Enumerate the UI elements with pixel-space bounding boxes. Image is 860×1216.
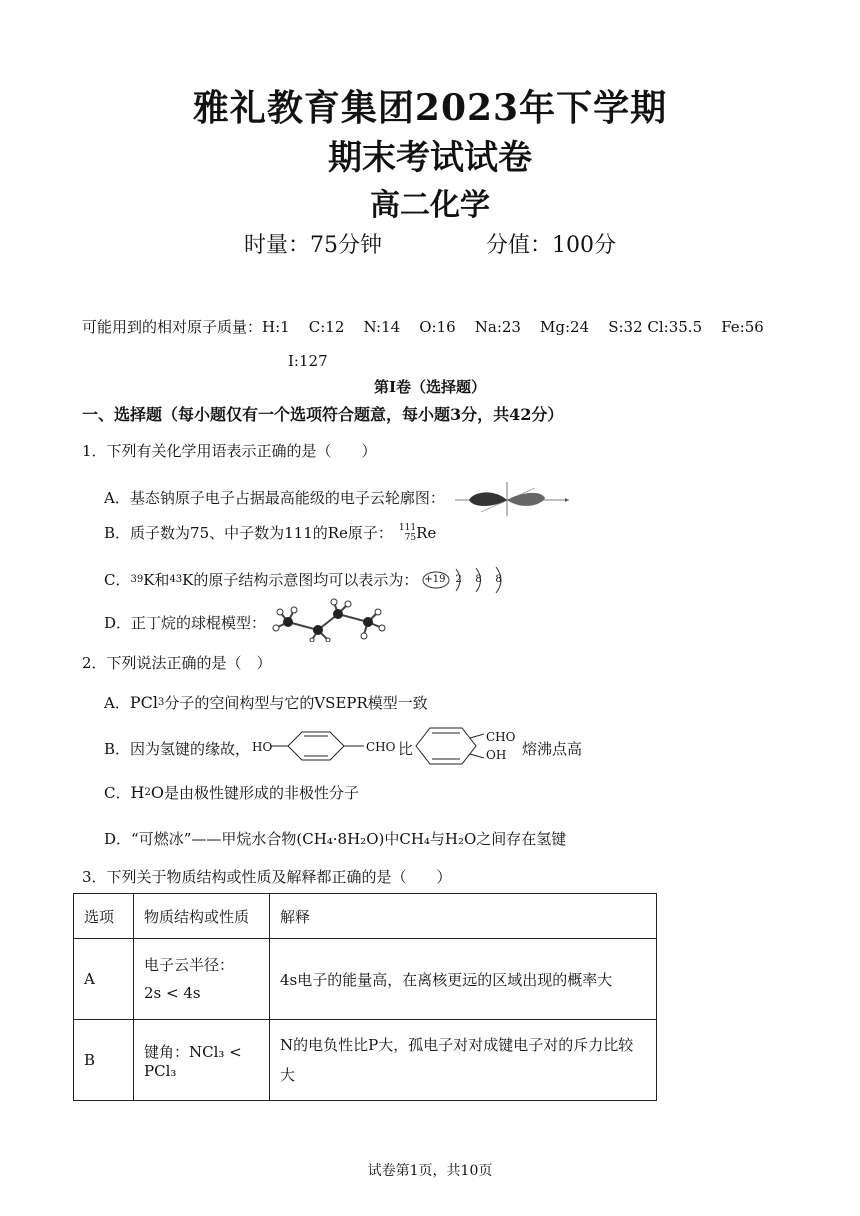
q1-a-text: A．基态钠原子电子占据最高能级的电子云轮廓图： (104, 489, 445, 507)
header-explain: 解释 (270, 894, 657, 939)
atomic-masses-line2: I:127 (288, 352, 328, 370)
table-row (74, 1020, 657, 1101)
hydroxy-label: HO (252, 740, 273, 754)
q1-d-text: D．正丁烷的球棍模型： (104, 614, 267, 632)
re-symbol: Re (416, 524, 437, 542)
q2-a-text: 分子的空间构型与它的VSEPR模型一致 (164, 694, 428, 712)
pcl3-subscript: 3 (157, 697, 165, 708)
ortho-hydroxybenzaldehyde-structure (412, 724, 484, 768)
table-header-row (74, 894, 657, 939)
q1-option-d (104, 612, 266, 634)
q1-c-prefix: C． (104, 571, 131, 589)
h2o-subscript: 2 (144, 787, 151, 798)
q1-b-text: B．质子数为75、中子数为111的Re原子： (104, 524, 393, 542)
row-a-property-line1: 电子云半径： (144, 956, 235, 974)
q1-option-c (104, 566, 512, 594)
aldehyde-label: CHO (366, 740, 396, 754)
than-text: 比 (398, 740, 414, 758)
atomic-masses-line1: 可能用到的相对原子质量：H:1 C:12 N:14 O:16 Na:23 Mg:24 S:32 Cl:35.5 Fe:56 (82, 318, 764, 336)
q1-c-mid: K和 (143, 571, 170, 589)
table-row (74, 939, 657, 1020)
q2-stem: 2．下列说法正确的是（ ） (82, 654, 272, 672)
row-b-property: 键角：NCl₃ < PCl₃ (134, 1020, 270, 1101)
q2-option-d: D．“可燃冰”——甲烷水合物(CH₄·8H₂O)中CH₄与H₂O之间存在氢键 (104, 830, 567, 848)
header-option: 选项 (74, 894, 134, 939)
row-a-explain: 4s电子的能量高，在离核更远的区域出现的概率大 (270, 939, 657, 1020)
row-b-option: B (74, 1020, 134, 1101)
q1-option-b (104, 522, 436, 544)
re-mass-number: 111 (398, 523, 417, 533)
exam-title-line1: 雅礼教育集团2023年下学期 (192, 87, 668, 129)
section-heading: 一、选择题（每小题仅有一个选项符合题意，每小题3分，共42分） (82, 405, 564, 424)
para-hydroxybenzaldehyde-structure (270, 726, 366, 766)
exam-subject: 高二化学 (370, 188, 490, 223)
row-b-explain (270, 1020, 657, 1101)
k39-mass: 39 (130, 574, 144, 585)
q2-b-prefix: B．因为氢键的缘故， (104, 740, 251, 758)
row-b-explain-line1: N的电负性比P大，孤电子对对成键电子对的斥力比较 (280, 1036, 634, 1054)
nucleus-charge: +19 (424, 574, 446, 585)
ortho-hydroxy-label: OH (486, 748, 507, 762)
q3-stem: 3．下列关于物质结构或性质及解释都正确的是（ ） (82, 868, 452, 886)
row-a-option: A (74, 939, 134, 1020)
q1-stem: 1．下列有关化学用语表示正确的是（ ） (82, 442, 377, 460)
exam-meta (0, 228, 860, 259)
q3-table (73, 893, 657, 1101)
header-property: 物质结构或性质 (134, 894, 270, 939)
k43-mass: 43 (169, 574, 183, 585)
q2-option-c (104, 782, 359, 804)
q2-c-prefix: C． (104, 784, 131, 802)
h2o-o: O (150, 783, 164, 802)
q2-a-prefix: A． (104, 694, 130, 712)
time-label: 时量：75分钟 (244, 233, 382, 258)
row-a-property (134, 939, 270, 1020)
q2-b-tail: 熔沸点高 (522, 740, 583, 758)
page-footer: 试卷第1页，共10页 (367, 1163, 493, 1179)
row-a-property-line2: 2s < 4s (144, 984, 201, 1002)
score-label: 分值：100分 (486, 233, 616, 258)
shell-3: 8 (495, 574, 502, 585)
pcl3-formula: PCl (129, 693, 158, 712)
exam-title-line2: 期末考试试卷 (328, 138, 532, 178)
butane-ball-stick-model (268, 598, 392, 642)
atomic-structure-diagram (422, 566, 512, 594)
ortho-aldehyde-label: CHO (486, 730, 516, 744)
shell-1: 2 (455, 574, 462, 585)
re-atomic-number: 75 (404, 533, 417, 543)
row-b-explain-line2: 大 (280, 1066, 296, 1084)
shell-2: 8 (475, 574, 482, 585)
p-orbital-figure (451, 478, 575, 518)
q1-c-suffix: K的原子结构示意图均可以表示为： (182, 571, 419, 589)
h2o-h: H (130, 783, 145, 802)
q2-c-text: 是由极性键形成的非极性分子 (163, 784, 359, 802)
q1-option-a (104, 478, 575, 518)
volume-heading: 第Ⅰ卷（选择题） (373, 378, 487, 396)
q2-option-a (104, 692, 428, 714)
